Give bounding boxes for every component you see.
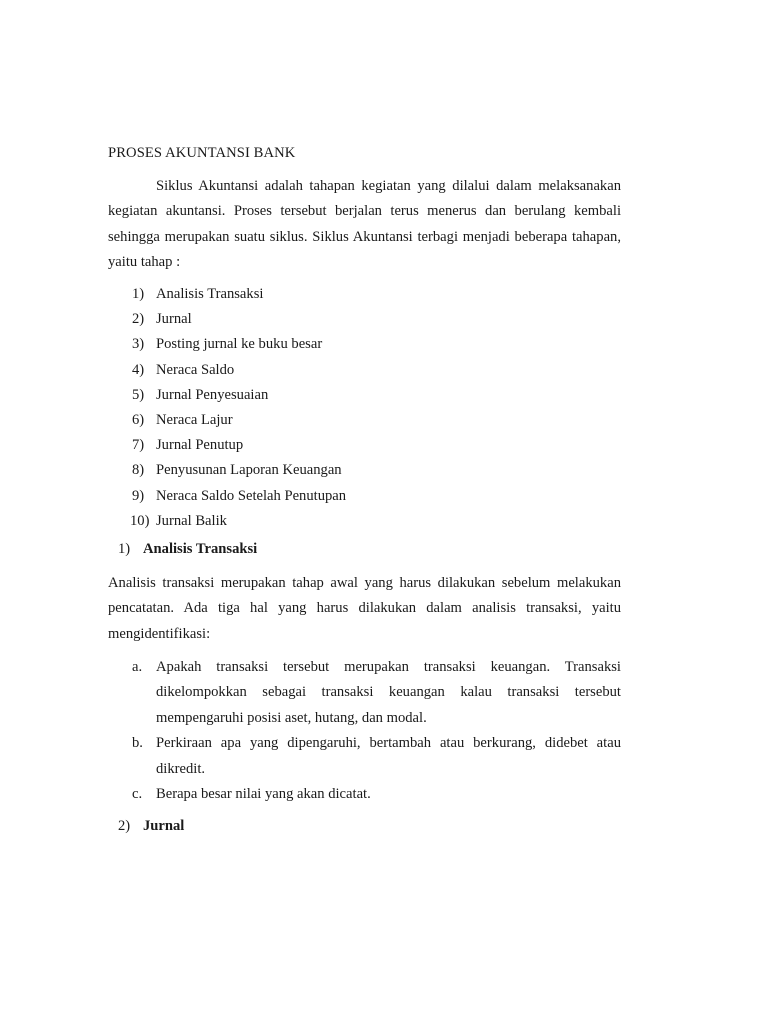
- list-item-number: 1): [132, 286, 145, 302]
- list-item-marker: c.: [132, 786, 143, 803]
- list-item-marker: a.: [132, 659, 143, 675]
- list-item-label: Penyusunan Laporan Keuangan: [156, 462, 342, 479]
- list-item-number: 3): [132, 336, 145, 353]
- list-item-text: Apakah transaksi tersebut merupakan transaksi keuangan. Transaksi dikelompokkan sebagai transaksi keuangan kalau transaksi tersebut mempengaruhi posisi aset, hutang, dan modal.: [156, 659, 621, 726]
- list-item-text: Perkiraan apa yang dipengaruhi, bertambah atau berkurang, didebet atau dikredit.: [156, 735, 621, 777]
- list-item-label: Neraca Saldo Setelah Penutupan: [156, 487, 347, 504]
- analisis-items-list: [108, 655, 621, 808]
- list-item-label: Neraca Saldo: [156, 361, 235, 378]
- list-item: [108, 731, 621, 782]
- list-item: [108, 655, 621, 731]
- list-item-label: Jurnal Balik: [156, 512, 227, 529]
- list-item-number: 4): [132, 361, 145, 378]
- section-title: Analisis Transaksi: [143, 541, 258, 557]
- list-item-number: 9): [132, 487, 145, 504]
- analisis-paragraph: Analisis transaksi merupakan tahap awal yang harus dilakukan sebelum melakukan pencatatan. Ada tiga hal yang harus dilakukan dalam analisis transaksi, yaitu mengidentifikasi:: [108, 575, 621, 642]
- intro-paragraph: Siklus Akuntansi adalah tahapan kegiatan yang dilalui dalam melaksanakan kegiatan akuntansi. Proses tersebut berjalan terus menerus dan berulang kembali sehingga merupakan suatu siklus. Siklus Akuntansi terbagi menjadi beberapa tahapan, yaitu tahap :: [108, 178, 621, 270]
- list-item: [108, 782, 621, 807]
- list-item-marker: b.: [132, 735, 143, 752]
- list-item-number: 8): [132, 462, 145, 479]
- list-item-number: 5): [132, 386, 145, 403]
- list-item-label: Neraca Lajur: [156, 411, 233, 428]
- section-number: 1): [118, 541, 131, 557]
- list-item-label: Jurnal Penyesuaian: [156, 386, 269, 403]
- list-item-label: Jurnal Penutup: [156, 437, 244, 454]
- section-title: Jurnal: [143, 818, 185, 834]
- list-item-number: 10): [130, 512, 150, 529]
- list-item-number: 2): [132, 311, 145, 328]
- list-item-number: 6): [132, 411, 145, 428]
- list-item-label: Jurnal: [156, 311, 192, 328]
- list-item-number: 7): [132, 437, 145, 454]
- list-item-label: Posting jurnal ke buku besar: [156, 336, 323, 353]
- list-item-text: Berapa besar nilai yang akan dicatat.: [156, 786, 371, 803]
- section-number: 2): [118, 818, 131, 834]
- document-title: PROSES AKUNTANSI BANK: [108, 145, 296, 161]
- list-item-label: Analisis Transaksi: [156, 286, 264, 302]
